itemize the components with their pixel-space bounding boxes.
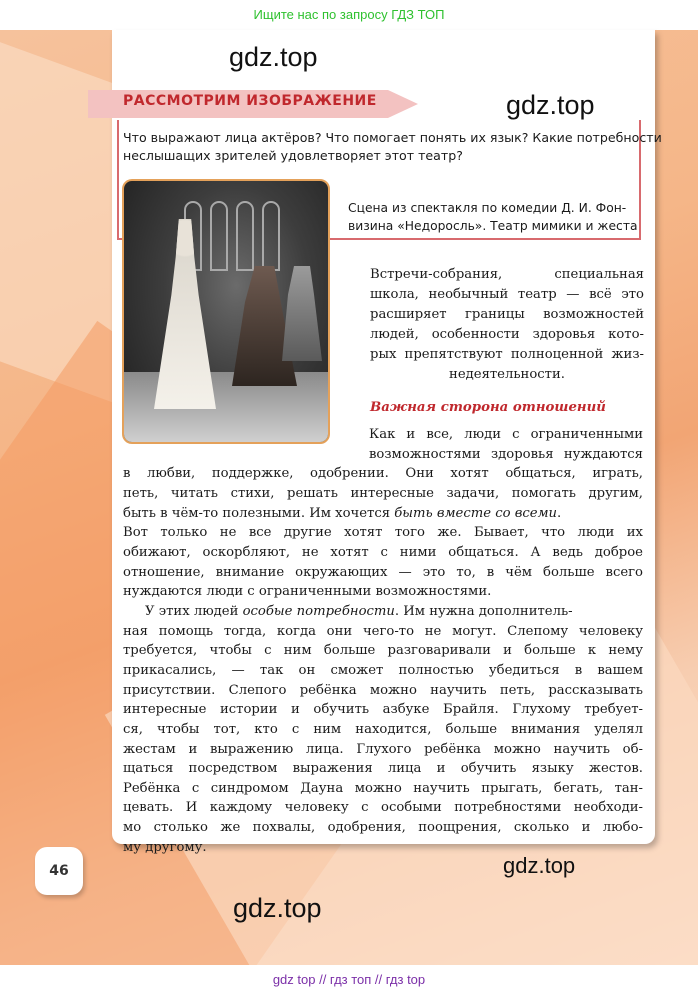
watermark: gdz.top	[233, 893, 322, 923]
subheading: Важная сторона отношений	[370, 400, 606, 415]
top-banner: Ищите нас по запросу ГДЗ ТОП	[0, 0, 698, 30]
photo-caption: Сцена из спектакля по комедии Д. И. Фон- визина «Недоросль». Театр мимики и жеста	[348, 201, 638, 233]
watermark: gdz.top	[506, 90, 595, 120]
watermark: gdz.top	[229, 42, 318, 72]
footer-links[interactable]: gdz top // гдз топ // гдз top	[0, 965, 698, 997]
section-title: РАССМОТРИМ ИЗОБРАЖЕНИЕ	[123, 93, 377, 109]
body-text: Как и все, люди с ограниченными возможностями здоровья нуждаются в любви, поддержке, одобрении. Они хотят общаться, играть, петь, читать стихи, решать интересные задачи, помогать другим, быть в чём-то полезными. Им хочется быть вместе со всеми. Вот только не все другие хотят того же. Бывает, что люди их обижают, оскорбляют, не хотят с ними общаться. А ведь доброе отношение, внимание окружающих — это то, в чём больше всего нуждаются люди с ограниченными возможностями. У этих людей особые потребности. Им нужна дополнитель- ная помощь тогда, когда они чего-то не могут. Слепому человеку требуется, чтобы с ним больше разговаривали и больше к нему прикасались, — так он сможет полностью убедиться в вашем присутствии. Слепого ребёнка можно научить петь, рассказывать интересные истории и обучить азбуке Брайля. Глухому требует- ся, чтобы тот, кто с ним находится, больше внимания уделял жестам и выражению лица. Глухого ребёнка можно научить об- щаться посредством выражения лица и обучить языку жестов. Ребёнка с синдромом Дауна можно научить прыгать, бегать, тан- цевать. И каждому человеку с особыми потребностями необходи- мо столько же похвалы, одобрения, поощрения, сколько и любо- му другому.	[123, 427, 643, 855]
intro-paragraph: Встречи-собрания, специальная школа, необычный театр — всё это расширяет границы возможностей людей, особенности здоровья кото- рых препятствуют полноценной жиз- недеятельности.	[370, 267, 644, 382]
watermark: gdz.top	[503, 853, 576, 878]
page-number: 46	[35, 847, 83, 895]
question-text: Что выражают лица актёров? Что помогает понять их язык? Какие потребности неслышащих зрителей удовлетворяет этот театр?	[123, 130, 662, 163]
theatre-photo	[122, 179, 330, 444]
